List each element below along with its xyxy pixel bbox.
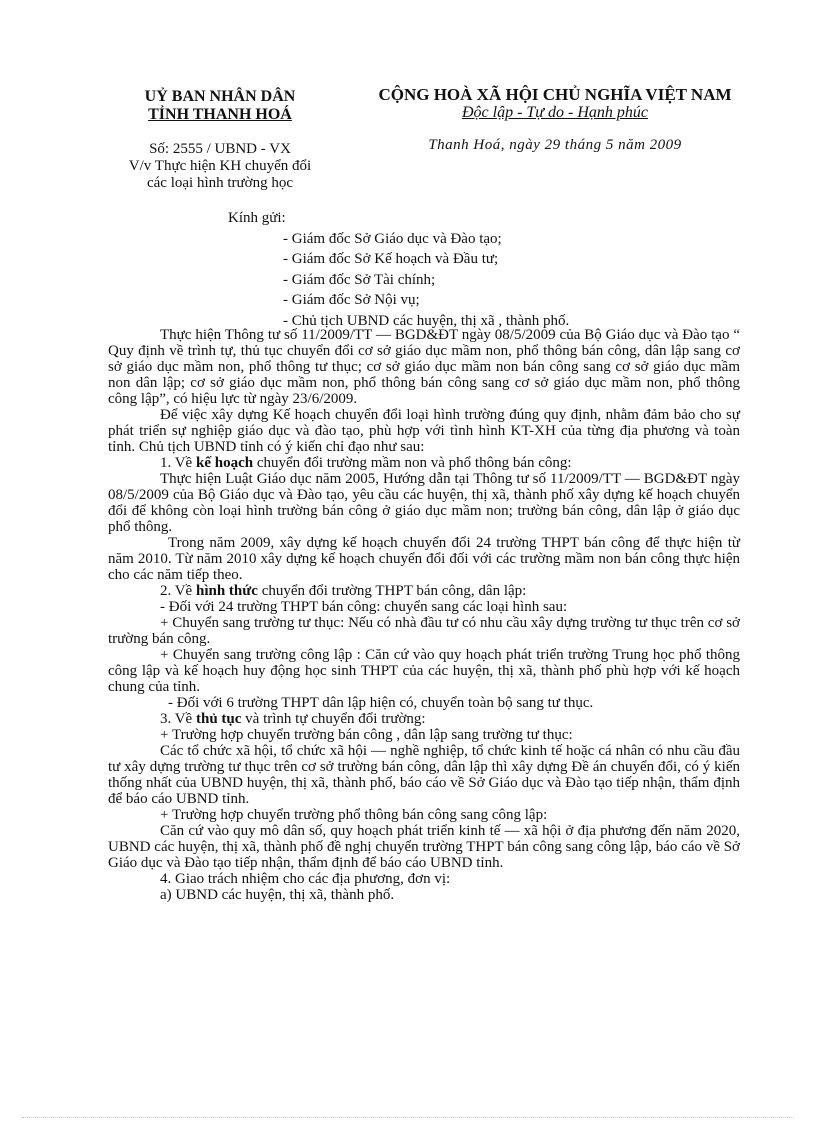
org-line-2: TỈNH THANH HOÁ — [148, 106, 292, 123]
document-body — [108, 327, 740, 903]
recipient-item: - Giám đốc Sở Tài chính; — [283, 271, 436, 288]
section-2-keyword: hình thức — [195, 583, 258, 599]
section-3-item-b: + Trường hợp chuyển trường phổ thông bán công sang công lập: — [160, 807, 548, 823]
section-3-suffix: và trình tự chuyển đổi trường: — [241, 711, 426, 727]
page-bottom-divider — [22, 1117, 794, 1118]
section-3-item-a-paragraph: Các tổ chức xã hội, tổ chức xã hội — nghề nghiệp, tổ chức kinh tế hoặc cá nhân có nhu cầu đầu tư xây dựng trường tư thục trên cơ sở trường bán công, dân lập thì xây dựng Đề án chuyển đổi, có ý kiến thống nhất của UBND huyện, thị xã, thành phố, báo cáo về Sở Giáo dục và Đào tạo tiếp nhận, thẩm định để báo cáo UBND tỉnh. — [108, 743, 740, 807]
section-1-keyword: kế hoạch — [195, 455, 254, 471]
section-2-item-a2: + Chuyển sang trường công lập : Căn cứ vào quy hoạch phát triển trường Trung học phổ thông công lập và kế hoạch huy động học sinh THPT của các huyện, thị xã, thành phố phù hợp với kế hoạch chung của tỉnh. — [108, 647, 740, 695]
org-line-1: UỶ BAN NHÂN DÂN — [144, 88, 296, 105]
recipient-item: - Giám đốc Sở Nội vụ; — [283, 292, 420, 308]
section-3-item-b-paragraph: Căn cứ vào quy mô dân số, quy hoạch phát triển kinh tế — xã hội ở địa phương đến năm 2020, UBND các huyện, thị xã, thành phố đề nghị chuyển trường THPT bán công sang công lập, báo cáo về Sở Giáo dục và Đào tạo tiếp nhận, thẩm định để báo cáo UBND tỉnh. — [108, 823, 740, 871]
section-1-paragraph-1: Thực hiện Luật Giáo dục năm 2005, Hướng dẫn tại Thông tư số 11/2009/TT — BGD&ĐT ngày 08/5/2009 của Bộ Giáo dục và Đào tạo, yêu cầu các huyện, thị xã, thành phố xây dựng kế hoạch chuyển đổi để không còn loại hình trường bán công ở giáo dục mầm non; trường bán công, dân lập ở giáo dục phổ thông. — [108, 471, 740, 535]
section-2-item-b: - Đối với 6 trường THPT dân lập hiện có, chuyển toàn bộ sang tư thục. — [168, 695, 594, 711]
place-date: Thanh Hoá, ngày 29 tháng 5 năm 2009 — [428, 137, 682, 153]
section-3-prefix: 3. Về — [160, 711, 196, 727]
intro-paragraph: Thực hiện Thông tư số 11/2009/TT — BGD&ĐT ngày 08/5/2009 của Bộ Giáo dục và Đào tạo “ Quy định về trình tự, thủ tục chuyển đổi cơ sở giáo dục mầm non, phổ thông bán công, dân lập sang cơ sở giáo dục mầm non, phổ thông tư thục; cơ sở giáo dục mầm non bán công sang cơ sở giáo dục mầm non dân lập; cơ sở giáo dục mầm non, phổ thông bán công sang cơ sở giáo dục mầm non, phổ thông công lập”, có hiệu lực từ ngày 23/6/2009. — [108, 327, 740, 407]
purpose-paragraph: Để việc xây dựng Kế hoạch chuyển đổi loại hình trường đúng quy định, nhằm đảm bảo cho sự phát triển sự nghiệp giáo dục và đào tạo, phù hợp với tình hình KT-XH của từng địa phương và toàn tỉnh. Chủ tịch UBND tỉnh có ý kiến chỉ đạo như sau: — [108, 407, 740, 455]
section-3-heading — [108, 711, 740, 727]
document-number: Số: 2555 / UBND - VX — [149, 141, 291, 157]
recipient-item: - Giám đốc Sở Giáo dục và Đào tạo; — [283, 230, 502, 247]
section-3-item-a: + Trường hợp chuyển trường bán công , dân lập sang trường tư thục: — [160, 727, 573, 743]
subject-line-2: các loại hình trường học — [146, 175, 293, 191]
section-2-item-a1: + Chuyển sang trường tư thục: Nếu có nhà đầu tư có nhu cầu xây dựng trường tư thục trên cơ sở trường bán công. — [108, 615, 740, 647]
section-2-prefix: 2. Về — [160, 583, 196, 599]
section-2-heading — [108, 583, 740, 599]
subject-line-1: V/v Thực hiện KH chuyển đổi — [128, 158, 312, 174]
recipients-label: Kính gửi: — [228, 210, 286, 226]
nation-title: CỘNG HOÀ XÃ HỘI CHỦ NGHĨA VIỆT NAM — [378, 85, 732, 104]
recipient-item: - Giám đốc Sở Kế hoạch và Đầu tư; — [283, 251, 499, 267]
motto: Độc lập - Tự do - Hạnh phúc — [461, 104, 649, 121]
issuing-authority-block — [105, 88, 335, 192]
recipients-block — [228, 208, 569, 331]
section-4-item-a: a) UBND các huyện, thị xã, thành phố. — [160, 887, 395, 903]
section-3-keyword: thủ tục — [195, 711, 242, 727]
section-1-heading — [108, 455, 740, 471]
section-1-prefix: 1. Về — [160, 455, 196, 471]
national-header-block — [345, 86, 765, 154]
section-1-paragraph-2: Trong năm 2009, xây dựng kế hoạch chuyển đổi 24 trường THPT bán công để thực hiện từ năm 2010. Từ năm 2010 xây dựng kế hoạch chuyển đổi đối với các trường mầm non bán công thực hiện cho các năm tiếp theo. — [108, 535, 740, 583]
section-4-heading: 4. Giao trách nhiệm cho các địa phương, đơn vị: — [160, 871, 451, 887]
recipient-item: - Chủ tịch UBND các huyện, thị xã , thành phố. — [283, 312, 570, 329]
section-2-item-a: - Đối với 24 trường THPT bán công: chuyển sang các loại hình sau: — [160, 599, 568, 615]
section-2-suffix: chuyển đổi trường THPT bán công, dân lập: — [257, 583, 527, 599]
section-1-suffix: chuyển đổi trường mầm non và phổ thông bán công: — [253, 455, 572, 471]
